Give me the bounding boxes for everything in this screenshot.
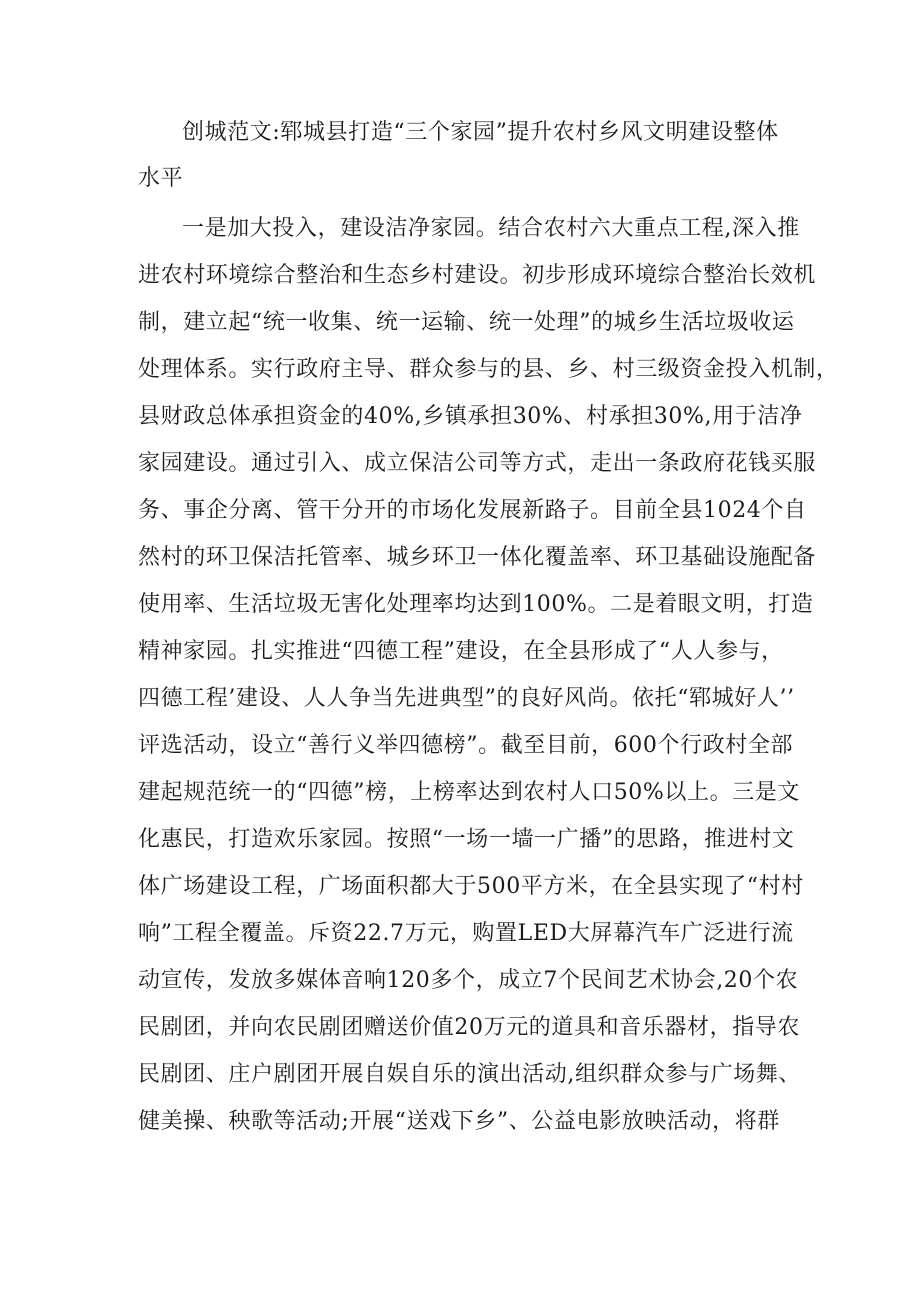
- body-line-11: 四德工程’建设、人人争当先进典型”的良好风尚。依托“郓城好人’’: [138, 686, 795, 711]
- body-line-2: 进农村环境综合整治和生态乡村建设。初步形成环境综合整治长效机: [138, 263, 817, 288]
- body-line-13: 建起规范统一的“四德”榜，上榜率达到农村人口50%以上。三是文: [138, 780, 800, 805]
- body-line-17: 动宣传，发放多媒体音响120多个，成立7个民间艺术协会,20个农: [138, 968, 799, 993]
- body-line-12: 评选活动，设立“善行义举四德榜”。截至目前，600个行政村全部: [138, 733, 794, 758]
- body-line-4: 处理体系。实行政府主导、群众参与的县、乡、村三级资金投入机制，: [138, 357, 839, 382]
- body-line-1: 一是加大投入，建设洁净家园。结合农村六大重点工程,深入推: [182, 216, 800, 241]
- body-line-3: 制，建立起“统一收集、统一运输、统一处理”的城乡生活垃圾收运: [138, 310, 795, 335]
- document-title-line-1: 创城范文:郓城县打造“三个家园”提升农村乡风文明建设整体: [182, 120, 779, 145]
- body-line-8: 然村的环卫保洁托管率、城乡环卫一体化覆盖率、环卫基础设施配备: [138, 545, 817, 570]
- body-line-5: 县财政总体承担资金的40%,乡镇承担30%、村承担30%,用于洁净: [138, 404, 803, 429]
- document-title-line-2: 水平: [138, 166, 184, 191]
- body-line-18: 民剧团，并向农民剧团赠送价值20万元的道具和音乐器材，指导农: [138, 1015, 800, 1040]
- body-line-16: 响”工程全覆盖。斥资22.7万元，购置LED大屏幕汽车广泛进行流: [138, 921, 794, 946]
- body-line-6: 家园建设。通过引入、成立保洁公司等方式，走出一条政府花钱买服: [138, 451, 817, 476]
- body-line-20: 健美操、秧歌等活动;开展“送戏下乡”、公益电影放映活动，将群: [138, 1109, 780, 1134]
- body-line-7: 务、事企分离、管干分开的市场化发展新路子。目前全县1024个自: [138, 498, 807, 523]
- body-line-19: 民剧团、庄户剧团开展自娱自乐的演出活动,组织群众参与广场舞、: [138, 1062, 801, 1087]
- body-line-10: 精神家园。扎实推进“四德工程”建设，在全县形成了“人人参与，: [138, 639, 784, 664]
- body-line-9: 使用率、生活垃圾无害化处理率均达到100%。二是着眼文明，打造: [138, 592, 814, 617]
- body-line-14: 化惠民，打造欢乐家园。按照“一场一墙一广播”的思路，推进村文: [138, 827, 795, 852]
- body-line-15: 体广场建设工程，广场面积都大于500平方米，在全县实现了“村村: [138, 874, 804, 899]
